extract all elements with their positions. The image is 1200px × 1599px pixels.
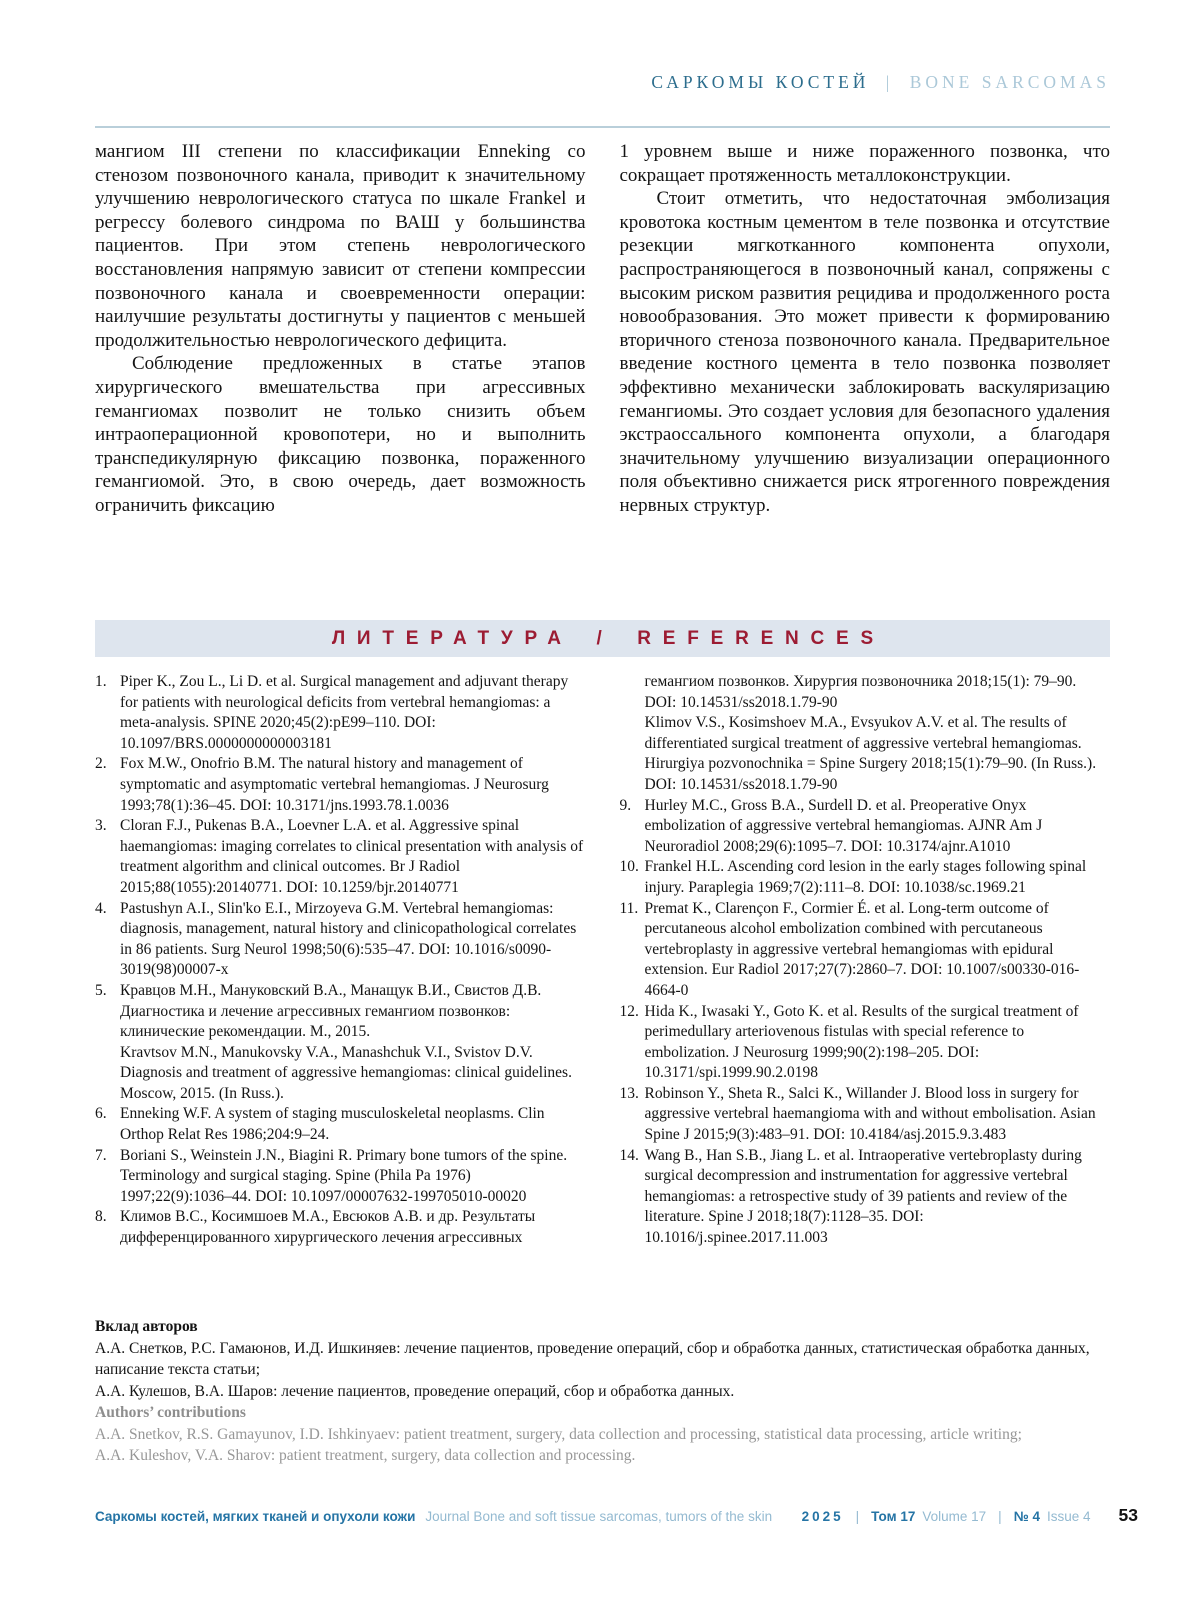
reference-number: 14.: [619, 1146, 639, 1164]
footer-volume-ru: Том 17: [871, 1509, 916, 1524]
reference-text: Frankel H.L. Ascending cord lesion in the early stages following spinal injury. Paraplegia 1969;7(2):111–8. DOI: 10.1038/sc.1969.21: [644, 858, 1087, 896]
reference-number: 12.: [619, 1002, 639, 1020]
article-right-column: [620, 140, 1111, 518]
reference-item: [620, 1084, 1111, 1146]
footer-issue-en: Issue 4: [1047, 1509, 1091, 1524]
authors-contributions-block: [95, 1316, 1110, 1467]
running-head-separator: |: [885, 72, 894, 92]
reference-text: Кравцов М.Н., Мануковский В.А., Манащук В.И., Свистов Д.В. Диагностика и лечение агрессивных гемангиом позвонков: клинические рекомендации. М., 2015. Kravtsov M.N., Manukovsky V.A., Manashchuk V.I., Svistov D.V. Diagnosis and treatment of aggressive hemangiomas: clinical guidelines. Moscow, 2015. (In Russ.).: [120, 981, 572, 1102]
reference-number: 6.: [95, 1105, 107, 1123]
footer-volume-en: Volume 17: [922, 1509, 987, 1524]
reference-text: Premat K., Clarençon F., Cormier É. et al. Long-term outcome of percutaneous alcohol embolization combined with percutaneous vertebroplasty in aggressive vertebral hemangiomas with epidural extension. Eur Radiol 2017;27(7):2860–7. DOI: 10.1007/s00330-016-4664-0: [644, 899, 1080, 999]
reference-item: [95, 1104, 586, 1145]
reference-text: Boriani S., Weinstein J.N., Biagini R. Primary bone tumors of the spine. Terminology and surgical staging. Spine (Phila Pa 1976) 1997;22(9):1036–44. DOI: 10.1097/00007632-199705010-00020: [120, 1146, 568, 1205]
reference-number: 3.: [95, 817, 107, 835]
contributions-lines-en: [95, 1424, 1110, 1467]
reference-number: 9.: [619, 796, 632, 814]
reference-text: Piper K., Zou L., Li D. et al. Surgical management and adjuvant therapy for patients with neurological deficits from vertebral hemangiomas: a meta-analysis. SPINE 2020;45(2):pE99–110. DOI: 10.1097/BRS.0000000000003181: [120, 673, 569, 752]
reference-number: 4.: [95, 899, 107, 917]
contribution-line: A.A. Snetkov, R.S. Gamayunov, I.D. Ishkinyaev: patient treatment, surgery, data collection and processing, statistical data processing, article writing;: [95, 1425, 1022, 1443]
reference-item: [620, 796, 1111, 858]
reference-text: Wang B., Han S.B., Jiang L. et al. Intraoperative vertebroplasty during surgical decompression and instrumentation for aggressive vertebral hemangiomas: a retrospective study of 39 patients and review of the literature. Spine J 2018;18(7):1128–35. DOI: 10.1016/j.spinee.2017.11.003: [644, 1146, 1082, 1247]
reference-text: Hida K., Iwasaki Y., Goto K. et al. Results of the surgical treatment of perimedullary arteriovenous fistulas with special reference to embolization. J Neurosurg 1999;90(2):198–205. DOI: 10.3171/spi.1999.90.2.0198: [644, 1002, 1079, 1082]
reference-item: [95, 1207, 586, 1248]
reference-item: [95, 816, 586, 898]
contributions-heading-ru: Вклад авторов: [95, 1318, 198, 1335]
page-number: 53: [1118, 1505, 1138, 1525]
reference-text: Enneking W.F. A system of staging musculoskeletal neoplasms. Clin Orthop Relat Res 1986;204:9–24.: [120, 1105, 545, 1144]
reference-number: 8.: [95, 1208, 107, 1226]
footer-year: 2025: [801, 1509, 844, 1524]
footer-journal-title-en: Journal Bone and soft tissue sarcomas, tumors of the skin: [425, 1509, 773, 1524]
reference-text: Cloran F.J., Pukenas B.A., Loevner L.A. et al. Aggressive spinal haemangiomas: imaging correlates to clinical presentation with analysis of treatment algorithm and clinical outcomes. Br J Radiol 2015;88(1055):20140771. DOI: 10.1259/bjr.20140771: [120, 817, 584, 896]
page-footer: [95, 1505, 1138, 1526]
reference-item: [95, 1146, 586, 1208]
reference-text: Pastushyn A.I., Slin'ko E.I., Mirzoyeva G.M. Vertebral hemangiomas: diagnosis, management, natural history and clinicopathological correlates in 86 patients. Surg Neurol 1998;50(6):535–47. DOI: 10.1016/s0090-3019(98)00007-x: [120, 899, 577, 979]
contributions-heading-en: Authors’ contributions: [95, 1404, 246, 1421]
article-paragraph: 1 уровнем выше и ниже пораженного позвонка, что сокращает протяженность металлоконструкции.: [619, 141, 1110, 186]
footer-journal-title-ru: Саркомы костей, мягких тканей и опухоли кожи: [95, 1509, 416, 1524]
footer-separator: |: [998, 1509, 1002, 1524]
reference-item: [95, 672, 586, 754]
reference-number: 13.: [619, 1084, 639, 1102]
article-left-column: [95, 140, 586, 518]
reference-item: [620, 1002, 1111, 1084]
reference-number: 2.: [95, 755, 107, 773]
reference-text: гемангиом позвонков. Хирургия позвоночника 2018;15(1): 79–90. DOI: 10.14531/ss2018.1.79-90 Klimov V.S., Kosimshoev M.A., Evsyukov A.V. et al. The results of differentiated surgical treatment of aggressive vertebral hemangiomas. Hirurgiya pozvonochnika = Spine Surgery 2018;15(1):79–90. (In Russ.). DOI: 10.14531/ss2018.1.79-90: [644, 673, 1097, 793]
reference-number: 10.: [619, 858, 639, 876]
footer-issue-ru: № 4: [1013, 1509, 1040, 1524]
reference-number: [620, 672, 645, 796]
reference-item: [620, 857, 1111, 898]
article-paragraph: Стоит отметить, что недостаточная эмболизация кровотока костным цементом в теле позвонка и отсутствие резекции мягкотканного компонента опухоли, распространяющегося в позвоночный канал, сопряжены с высоким риском развития рецидива и продолженного роста новообразования. Это может привести к формированию вторичного стеноза позвоночного канала. Предварительное введение костного цемента в тело позвонка позволяет эффективно механически заблокировать васкуляризацию гемангиомы. Это создает условия для безопасного удаления экстраоссального компонента опухоли, а благодаря значительному улучшению визуализации операционного поля объективно снижается риск ятрогенного повреждения нервных структур.: [619, 188, 1110, 516]
reference-item: [620, 899, 1111, 1002]
reference-number: 5.: [95, 981, 107, 999]
references-heading-text: ЛИТЕРАТУРА / REFERENCES: [331, 627, 885, 649]
article-body: [95, 140, 1110, 518]
running-head-title-ru: САРКОМЫ КОСТЕЙ: [651, 72, 870, 92]
footer-issue-info: [802, 1505, 1138, 1526]
reference-number: 7.: [95, 1146, 107, 1164]
contribution-line: A.A. Kuleshov, V.A. Sharov: patient treatment, surgery, data collection and processing.: [95, 1447, 636, 1464]
article-paragraph: Соблюдение предложенных в статье этапов хирургического вмешательства при агрессивных гемангиомах позволит не только снизить объем интраоперационной кровопотери, но и выполнить транспедикулярную фиксацию позвонка, пораженного гемангиомой. Это, в свою очередь, дает возможность ограничить фиксацию: [95, 353, 586, 516]
reference-item: [620, 1146, 1111, 1249]
contribution-line: А.А. Снетков, Р.С. Гамаюнов, И.Д. Ишкиняев: лечение пациентов, проведение операций, сбор и обработка данных, статистическая обработка данных, написание текста статьи;: [95, 1339, 1090, 1378]
running-head: [95, 72, 1110, 128]
running-head-title-en: BONE SARCOMAS: [909, 72, 1110, 92]
reference-item: [95, 754, 586, 816]
article-paragraph: мангиом III степени по классификации Enneking со стенозом позвоночного канала, приводит к значительному улучшению неврологического статуса по шкале Frankel и регрессу болевого синдрома по ВАШ у большинства пациентов. При этом степень неврологического восстановления напрямую зависит от степени компрессии позвоночного канала и своевременности операции: наилучшие результаты достигнуты у пациентов с меньшей продолжительностью неврологического дефицита.: [95, 141, 586, 351]
reference-text: Fox M.W., Onofrio B.M. The natural history and management of symptomatic and asymptomatic vertebral hemangiomas. J Neurosurg 1993;78(1):36–45. DOI: 10.3171/jns.1993.78.1.0036: [120, 755, 549, 814]
reference-item: [95, 899, 586, 981]
reference-text: Hurley M.C., Gross B.A., Surdell D. et al. Preoperative Onyx embolization of aggressive vertebral hemangiomas. AJNR Am J Neuroradiol 2008;29(6):1095–7. DOI: 10.3174/ajnr.A1010: [644, 796, 1043, 855]
references-left-column: [95, 672, 586, 1249]
reference-number: 11.: [619, 899, 639, 917]
reference-item: [95, 981, 586, 1105]
reference-text: Robinson Y., Sheta R., Salci K., Willander J. Blood loss in surgery for aggressive vertebral haemangioma with and without embolisation. Asian Spine J 2015;9(3):483–91. DOI: 10.4184/asj.2015.9.3.483: [644, 1084, 1096, 1144]
reference-text: Климов В.С., Косимшоев М.А., Евсюков А.В. и др. Результаты дифференцированного хирургического лечения агрессивных: [120, 1208, 536, 1247]
references-list: [95, 672, 1110, 1249]
contributions-lines-ru: [95, 1338, 1110, 1403]
reference-item: [620, 672, 1111, 796]
reference-number: 1.: [95, 673, 107, 690]
footer-separator: |: [855, 1509, 860, 1524]
references-section-heading: [95, 620, 1110, 657]
references-right-column: [620, 672, 1111, 1249]
contribution-line: А.А. Кулешов, В.А. Шаров: лечение пациентов, проведение операций, сбор и обработка данных.: [95, 1382, 735, 1400]
